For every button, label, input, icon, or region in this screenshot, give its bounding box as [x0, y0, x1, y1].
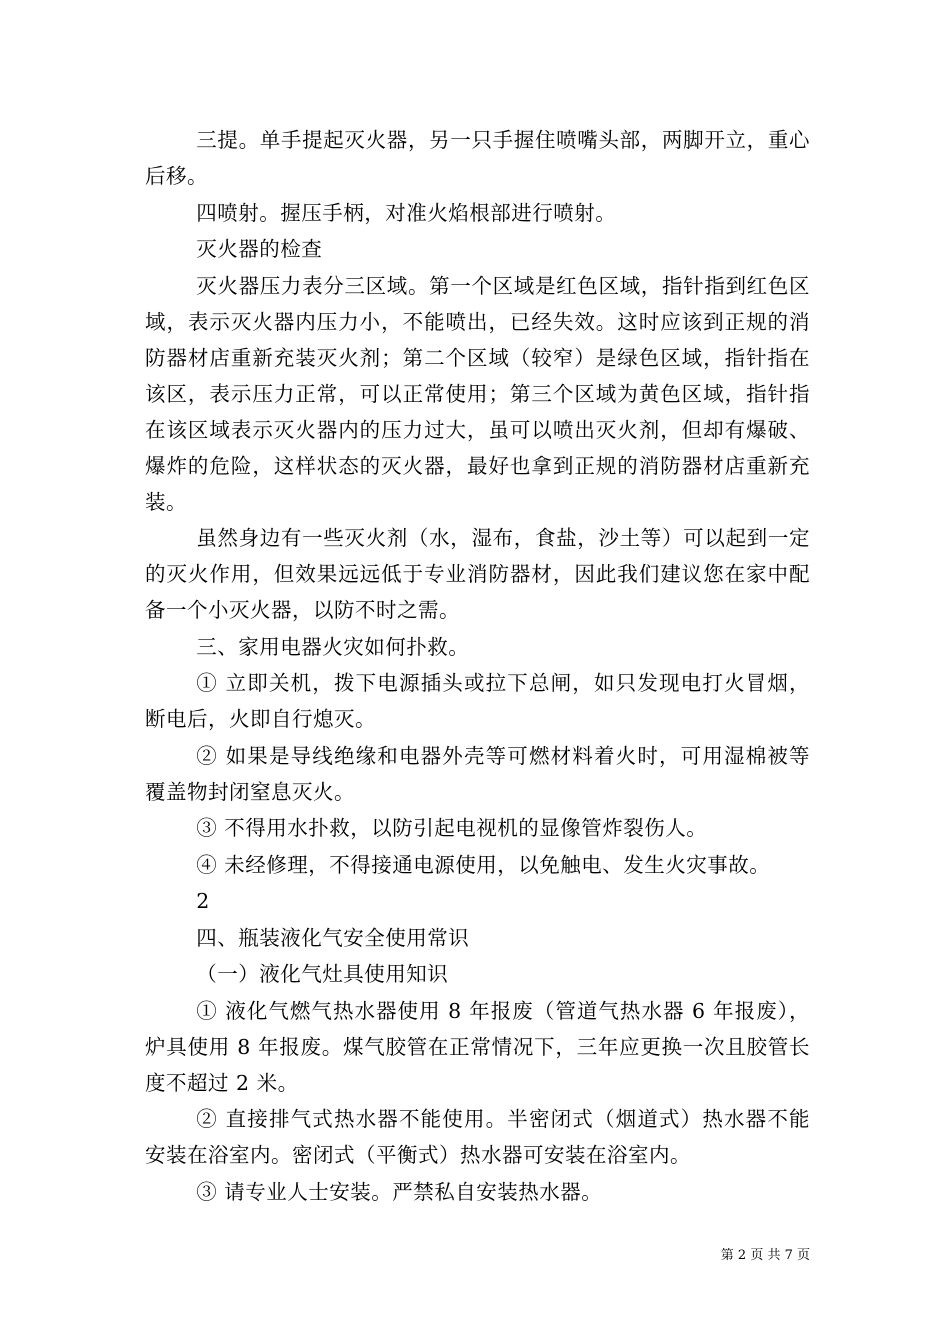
- paragraph-recommendation: 虽然身边有一些灭火剂（水，湿布，食盐，沙土等）可以起到一定的灭火作用，但效果远远低于专业消防器材，因此我们建议您在家中配备一个小灭火器，以防不时之需。: [145, 526, 810, 622]
- document-body: [145, 122, 810, 1210]
- heading-lpg-safety: 四、瓶装液化气安全使用常识: [196, 925, 470, 950]
- list-item-4: ④ 未经修理，不得接通电源使用，以免触电、发生火灾事故。: [196, 852, 771, 877]
- heading-extinguisher-check: 灭火器的检查: [196, 237, 323, 261]
- list-item-lpg-2: ② 直接排气式热水器不能使用。半密闭式（烟道式）热水器不能安装在浴室内。密闭式（平衡式）热水器可安装在浴室内。: [145, 1107, 810, 1167]
- paragraph-pressure-gauge: 灭火器压力表分三区域。第一个区域是红色区域，指针指到红色区域，表示灭火器内压力小，不能喷出，已经失效。这时应该到正规的消防器材店重新充装灭火剂；第二个区域（较窄）是绿色区域，指针指在该区，表示压力正常，可以正常使用；第三个区域为黄色区域，指针指在该区域表示灭火器内的压力过大，虽可以喷出灭火剂，但却有爆破、爆炸的危险，这样状态的灭火器，最好也拿到正规的消防器材店重新充装。: [145, 273, 810, 514]
- list-item-2: ② 如果是导线绝缘和电器外壳等可燃材料着火时，可用湿棉被等覆盖物封闭窒息灭火。: [145, 743, 810, 804]
- paragraph-step-three: 三提。单手提起灭火器，另一只手握住喷嘴头部，两脚开立，重心后移。: [145, 128, 810, 188]
- page-footer: 第 2 页 共 7 页: [720, 1248, 810, 1263]
- list-item-1: ① 立即关机，拨下电源插头或拉下总闸，如只发现电打火冒烟，断电后，火即自行熄灭。: [145, 671, 810, 731]
- subheading-lpg-stove: （一）液化气灶具使用知识: [196, 962, 449, 986]
- list-item-lpg-3: ③ 请专业人士安装。严禁私自安装热水器。: [196, 1179, 603, 1204]
- list-item-3: ③ 不得用水扑救，以防引起电视机的显像管炸裂伤人。: [196, 816, 708, 840]
- list-item-lpg-1: ① 液化气燃气热水器使用 8 年报废（管道气热水器 6 年报废），炉具使用 8 年报废。煤气胶管在正常情况下，三年应更换一次且胶管长度不超过 2 米。: [145, 998, 810, 1095]
- paragraph-step-four: 四喷射。握压手柄，对准火焰根部进行喷射。: [196, 200, 617, 225]
- heading-appliance-fire: 三、家用电器火灾如何扑救。: [196, 634, 470, 659]
- inline-page-number: 2: [196, 889, 210, 913]
